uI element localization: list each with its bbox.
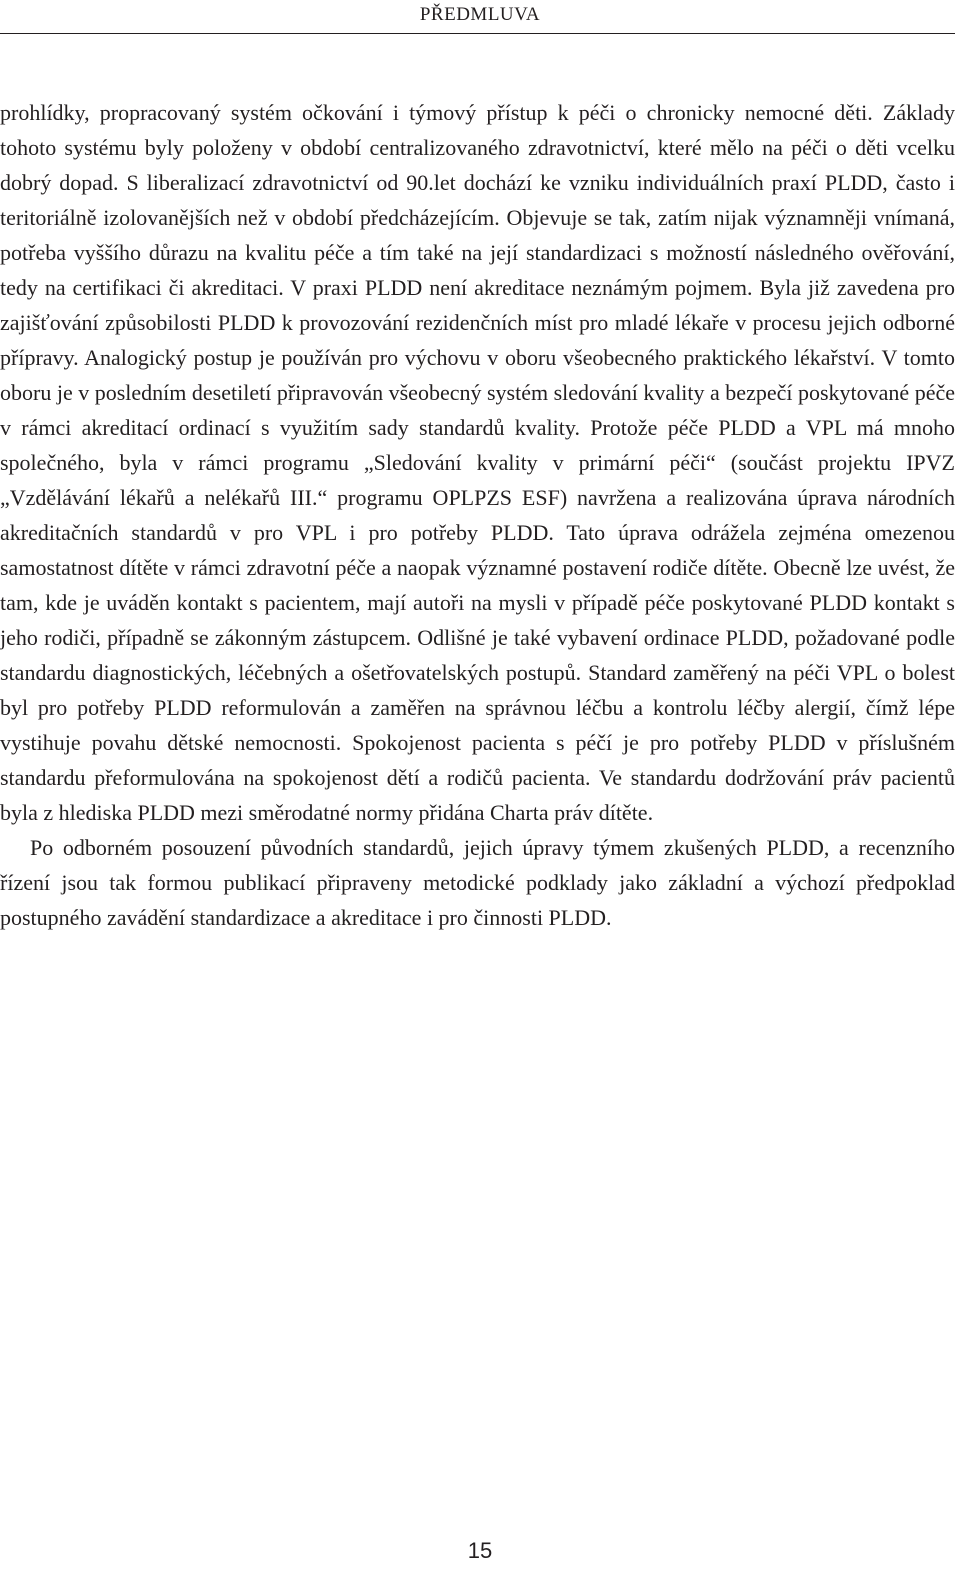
running-header: PŘEDMLUVA bbox=[419, 4, 541, 25]
paragraph-2: Po odborném posouzení původních standardů, jejich úpravy týmem zkušených PLDD, a recenzního řízení jsou tak formou publikací připraveny metodické podklady jako základní a výchozí předpoklad postupného zavádění standardizace a akreditace i pro činnosti PLDD. bbox=[0, 835, 955, 930]
paragraph-1: prohlídky, propracovaný systém očkování i týmový přístup k péči o chronicky nemocné děti. Základy tohoto systému byly položeny v období centralizovaného zdravotnictví, které mělo na péči o děti vcelku dobrý dopad. S liberalizací zdravotnictví od 90.let dochází ke vzniku individuálních praxí PLDD, často i teritoriálně izolovanějších než v období předcházejícím. Objevuje se tak, zatím nijak významněji vnímaná, potřeba vyššího důrazu na kvalitu péče a tím také na její standardizaci s možností následného ověřování, tedy na certifikaci či akreditaci. V praxi PLDD není akreditace neznámým pojmem. Byla již zavedena pro zajišťování způsobilosti PLDD k provozování rezidenčních míst pro mladé lékaře v procesu jejich odborné přípravy. Analogický postup je používán pro výchovu v oboru všeobecného praktického lékařství. V tomto oboru je v posledním desetiletí připravován všeobecný systém sledování kvality a bezpečí poskytované péče v rámci akreditací ordinací s využitím sady standardů kvality. Protože péče PLDD a VPL má mnoho společného, byla v rámci programu „Sledování kvality v primární péči“ (součást projektu IPVZ „Vzdělávání lékařů a nelékařů III.“ programu OPLPZS ESF) navržena a realizována úprava národních akreditačních standardů v pro VPL i pro potřeby PLDD. Tato úprava odrážela zejména omezenou samostatnost dítěte v rámci zdravotní péče a naopak významné postavení rodiče dítěte. Obecně lze uvést, že tam, kde je uváděn kontakt s pacientem, mají autoři na mysli v případě péče poskytované PLDD kontakt s jeho rodiči, případně se zákonným zástupcem. Odlišné je také vybavení ordinace PLDD, požadované podle standardu diagnostických, léčebných a ošetřovatelských postupů. Standard zaměřený na péči VPL o bolest byl pro potřeby PLDD reformulován a zaměřen na správnou léčbu a kontrolu léčby alergií, čímž lépe vystihuje povahu dětské nemocnosti. Spokojenost pacienta s péčí je pro potřeby PLDD v příslušném standardu přeformulována na spokojenost dětí a rodičů pacienta. Ve standardu dodržování práv pacientů byla z hlediska PLDD mezi směrodatné normy přidána Charta práv dítěte. bbox=[0, 100, 955, 825]
header-rule bbox=[0, 33, 955, 34]
page-number: 15 bbox=[467, 1538, 493, 1563]
body-text bbox=[0, 95, 955, 935]
